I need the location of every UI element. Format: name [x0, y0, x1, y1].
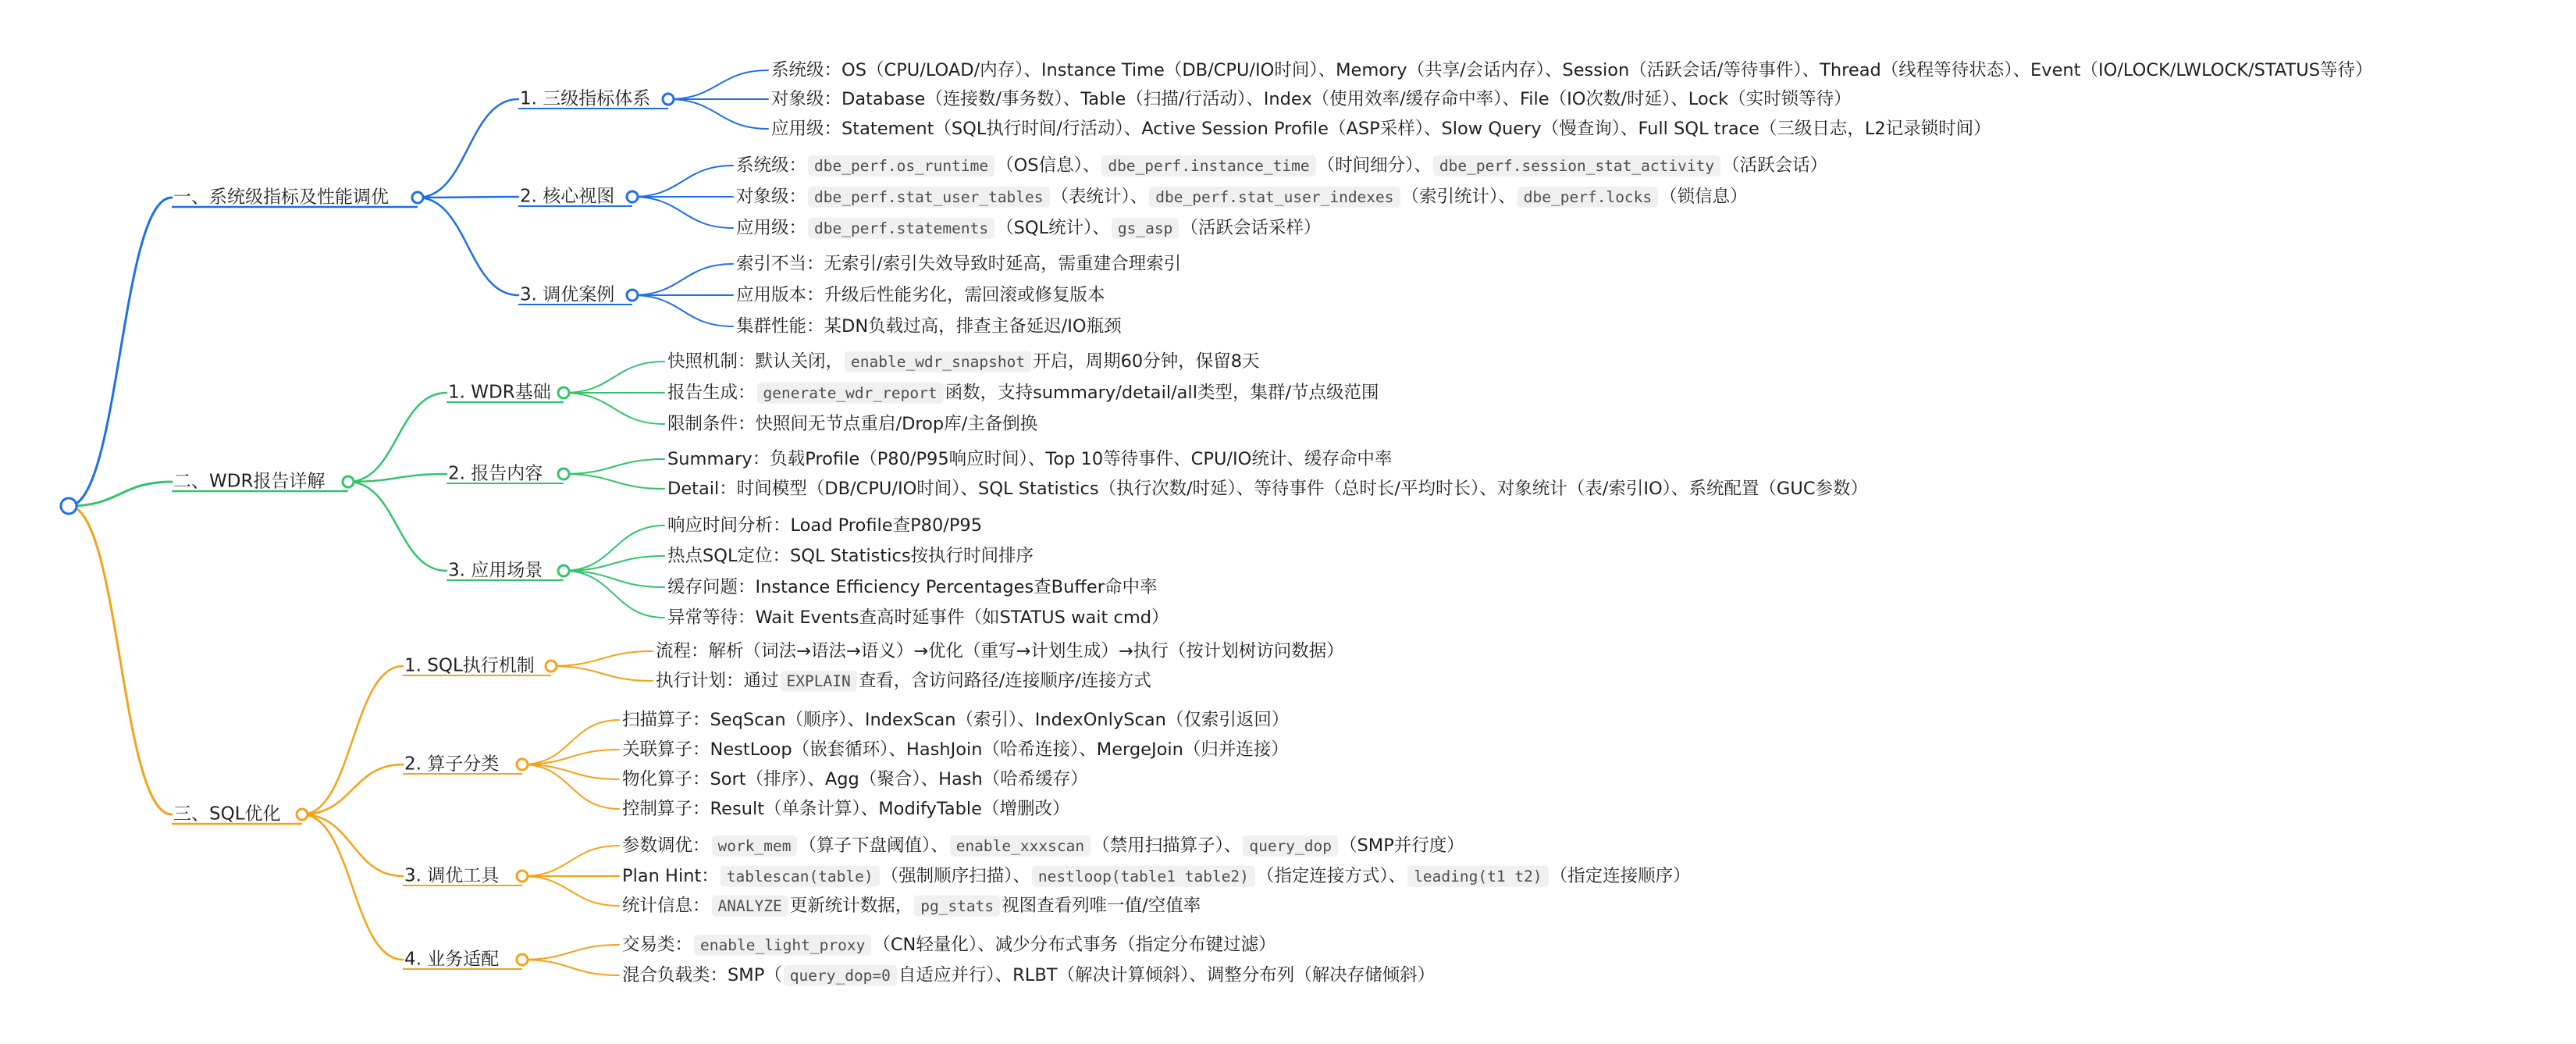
collapse-toggle-icon[interactable] [558, 565, 569, 576]
collapse-toggle-icon[interactable] [627, 290, 638, 301]
leaf-connector [632, 295, 733, 326]
code-snippet: ANALYZE [712, 896, 788, 917]
leaf-text: 索引不当：无索引/索引失效导致时延高，需重建合理索引 [736, 253, 1182, 274]
leaf-item [736, 219, 1321, 237]
topic-connector [302, 814, 403, 876]
topic-label: 4. 业务适配 [404, 949, 500, 970]
topic-label: 1. WDR基础 [448, 382, 551, 403]
leaf-text: 执行计划：通过 [656, 670, 779, 691]
leaf-item [622, 741, 1289, 759]
leaf-connector [632, 166, 733, 197]
leaf-connector [522, 846, 619, 876]
leaf-text: Summary：负载Profile（P80/P95响应时间）、Top 10等待事件、CPU/IO统计、缓存命中率 [667, 448, 1393, 469]
leaf-text: （CN轻量化）、减少分布式事务（指定分布键过滤） [873, 934, 1276, 955]
code-snippet: dbe_perf.locks [1517, 187, 1658, 208]
leaf-text: 对象级：Database（连接数/事务数）、Table（扫描/行活动）、Index（使用效率/缓存命中率）、File（IO次数/时延）、Lock（实时锁等待） [771, 88, 1852, 109]
leaf-connector [522, 960, 619, 975]
leaf-item [622, 897, 1201, 915]
leaf-text: 更新统计数据， [789, 895, 913, 916]
leaf-connector [668, 99, 768, 129]
topic-connector [302, 814, 403, 960]
leaf-text: 混合负载类：SMP（ [622, 964, 782, 985]
leaf-item [622, 800, 1070, 818]
leaf-item [736, 157, 1827, 175]
leaf-connector [551, 651, 653, 666]
code-snippet: leading(t1 t2) [1407, 866, 1548, 887]
code-snippet: dbe_perf.stat_user_indexes [1149, 187, 1400, 208]
code-snippet: dbe_perf.os_runtime [808, 155, 994, 176]
branch-connector [69, 198, 172, 506]
leaf-item [667, 415, 1037, 433]
leaf-connector [564, 571, 664, 618]
leaf-text: 集群性能：某DN负载过高，排查主备延迟/IO瓶颈 [736, 315, 1122, 337]
root-node-icon[interactable] [61, 498, 76, 514]
leaf-text: 应用级： [736, 217, 807, 238]
leaf-connector [632, 197, 733, 228]
leaf-text: （OS信息）、 [996, 155, 1101, 176]
collapse-toggle-icon[interactable] [412, 192, 423, 203]
leaf-item [736, 255, 1181, 273]
topic-connector [348, 393, 447, 482]
leaf-text: 物化算子：Sort（排序）、Agg（聚合）、Hash（哈希缓存） [622, 768, 1088, 789]
topic-label: 2. 报告内容 [448, 463, 543, 484]
leaf-item [622, 936, 1276, 954]
leaf-text: 响应时间分析：Load Profile查P80/P95 [667, 515, 983, 536]
topic-connector [418, 198, 518, 295]
leaf-text: （指定连接顺序） [1550, 865, 1691, 886]
leaf-text: 视图查看列唯一值/空值率 [1002, 895, 1201, 916]
leaf-item [667, 480, 1868, 498]
topic-label: 1. SQL执行机制 [404, 655, 535, 676]
leaf-text: 应用级：Statement（SQL执行时间/行活动）、Active Session Profile（ASP采样）、Slow Query（慢查询）、Full SQL trace（三级日志，L2记录锁时间） [771, 118, 1991, 139]
leaf-item [622, 865, 1691, 886]
leaf-item [667, 353, 1260, 371]
leaf-item [736, 284, 1105, 305]
code-snippet: enable_xxxscan [950, 836, 1091, 857]
leaf-item [667, 384, 1379, 402]
leaf-text: 报告生成： [667, 382, 756, 403]
leaf-text: 开启，周期60分钟，保留8天 [1033, 351, 1260, 372]
leaf-item [622, 768, 1088, 789]
leaf-text: （锁信息） [1660, 186, 1748, 207]
branch-label: 三、SQL优化 [173, 803, 281, 825]
collapse-toggle-icon[interactable] [297, 809, 308, 820]
code-snippet: dbe_perf.session_stat_activity [1433, 155, 1720, 176]
leaf-text: Plan Hint： [622, 865, 719, 886]
topic-connector [302, 764, 403, 814]
collapse-toggle-icon[interactable] [663, 94, 674, 105]
leaf-text: （指定连接方式）、 [1256, 865, 1407, 886]
code-snippet: query_dop=0 [784, 965, 897, 986]
leaf-text: （活跃会话） [1722, 155, 1828, 176]
code-snippet: EXPLAIN [781, 671, 857, 692]
code-snippet: dbe_perf.statements [808, 218, 994, 239]
leaf-item [656, 672, 1151, 690]
leaf-text: 系统级：OS（CPU/LOAD/内存）、Instance Time（DB/CPU/IO时间）、Memory（共享/会话内存）、Session（活跃会话/等待事件）、Thread（线程等待状态）、Event（IO/LOCK/LWLOCK/STATUS等待） [771, 59, 2373, 80]
topic-connector [348, 482, 447, 571]
topic-connector [418, 197, 518, 198]
leaf-text: 对象级： [736, 186, 807, 207]
leaf-connector [564, 474, 664, 489]
leaf-text: 快照机制：默认关闭， [667, 351, 844, 372]
leaf-text: （时间细分）、 [1317, 155, 1432, 176]
leaf-text: 控制算子：Result（单条计算）、ModifyTable（增删改） [622, 798, 1070, 819]
leaf-text: （表统计）、 [1051, 186, 1148, 207]
leaf-item [622, 964, 1436, 985]
leaf-connector [632, 264, 733, 295]
leaf-text: 系统级： [736, 155, 807, 176]
topic-connector [302, 666, 403, 814]
leaf-text: 扫描算子：SeqScan（顺序）、IndexScan（索引）、IndexOnlyScan（仅索引返回） [622, 709, 1290, 730]
code-snippet: dbe_perf.instance_time [1101, 155, 1315, 176]
topic-label: 3. 调优工具 [404, 865, 500, 886]
leaf-text: 自适应并行）、RLBT（解决计算倾斜）、调整分布列（解决存储倾斜） [898, 964, 1436, 985]
leaf-connector [668, 70, 768, 99]
leaf-connector [564, 571, 664, 587]
collapse-toggle-icon[interactable] [517, 954, 528, 965]
leaf-item [771, 88, 1852, 109]
leaf-connector [564, 362, 664, 393]
topic-label: 3. 调优案例 [520, 284, 615, 305]
leaf-text: 关联算子：NestLoop（嵌套循环）、HashJoin（哈希连接）、MergeJoin（归并连接） [622, 739, 1289, 760]
collapse-toggle-icon[interactable] [558, 387, 569, 398]
leaf-text: 参数调优： [622, 835, 710, 856]
leaf-connector [551, 666, 653, 681]
leaf-item [771, 120, 1991, 138]
code-snippet: query_dop [1243, 836, 1338, 857]
leaf-text: （算子下盘阈值）、 [799, 835, 948, 856]
collapse-toggle-icon[interactable] [343, 476, 354, 487]
leaf-connector [564, 459, 664, 474]
leaf-text: 应用版本：升级后性能劣化，需回滚或修复版本 [736, 284, 1105, 305]
code-snippet: gs_asp [1112, 218, 1179, 239]
topic-label: 2. 核心视图 [520, 186, 615, 207]
leaf-text: Detail：时间模型（DB/CPU/IO时间）、SQL Statistics（执行次数/时延）、等待事件（总时长/平均时长）、对象统计（表/索引IO）、系统配置（GUC参数） [667, 478, 1869, 499]
leaf-text: 统计信息： [622, 895, 710, 916]
code-snippet: tablescan(table) [720, 866, 880, 887]
leaf-text: 流程：解析（词法→语法→语义）→优化（重写→计划生成）→执行（按计划树访问数据） [656, 640, 1344, 661]
branch-label: 二、WDR报告详解 [173, 471, 326, 492]
leaf-item [736, 315, 1122, 337]
leaf-text: 查看，含访问路径/连接顺序/连接方式 [858, 670, 1151, 691]
leaf-text: （索引统计）、 [1401, 186, 1516, 207]
branch-connector [69, 506, 172, 814]
leaf-item [667, 576, 1158, 597]
leaf-text: （禁用扫描算子）、 [1092, 835, 1242, 856]
collapse-toggle-icon[interactable] [517, 759, 528, 770]
code-snippet: dbe_perf.stat_user_tables [808, 187, 1050, 208]
leaf-text: （SQL统计）、 [996, 217, 1110, 238]
topic-label: 3. 应用场景 [448, 560, 543, 581]
collapse-toggle-icon[interactable] [558, 469, 569, 479]
leaf-item [667, 547, 1034, 565]
leaf-text: （强制顺序扫描）、 [881, 865, 1030, 886]
leaf-connector [522, 945, 619, 960]
topic-label: 1. 三级指标体系 [520, 88, 651, 109]
leaf-item [667, 517, 982, 535]
leaf-connector [522, 876, 619, 906]
collapse-toggle-icon[interactable] [627, 191, 638, 202]
leaf-item [622, 711, 1289, 729]
leaf-text: 函数，支持summary/detail/all类型，集群/节点级范围 [945, 382, 1379, 403]
leaf-item [656, 640, 1344, 661]
code-snippet: enable_light_proxy [694, 935, 871, 956]
code-snippet: enable_wdr_snapshot [845, 351, 1031, 372]
topic-connector [418, 99, 518, 198]
code-snippet: generate_wdr_report [757, 383, 944, 404]
topic-label: 2. 算子分类 [404, 754, 500, 775]
leaf-text: 热点SQL定位：SQL Statistics按执行时间排序 [667, 545, 1034, 566]
leaf-text: （活跃会话采样） [1180, 217, 1322, 238]
code-snippet: pg_stats [914, 896, 1000, 917]
leaf-text: （SMP并行度） [1340, 835, 1464, 856]
leaf-connector [564, 393, 664, 424]
leaf-text: 异常等待：Wait Events查高时延事件（如STATUS wait cmd） [667, 607, 1169, 628]
code-snippet: work_mem [712, 836, 798, 857]
collapse-toggle-icon[interactable] [546, 661, 557, 672]
leaf-item [667, 609, 1169, 627]
leaf-item [736, 188, 1748, 206]
leaf-item [622, 837, 1464, 855]
branch-label: 一、系统级指标及性能调优 [173, 187, 389, 208]
code-snippet: nestloop(table1 table2) [1032, 866, 1255, 887]
leaf-item [667, 448, 1393, 469]
leaf-text: 交易类： [622, 934, 693, 955]
collapse-toggle-icon[interactable] [517, 871, 528, 882]
leaf-text: 缓存问题：Instance Efficiency Percentages查Buffer命中率 [667, 576, 1158, 597]
leaf-item [771, 59, 2373, 80]
leaf-text: 限制条件：快照间无节点重启/Drop库/主备倒换 [667, 413, 1038, 434]
